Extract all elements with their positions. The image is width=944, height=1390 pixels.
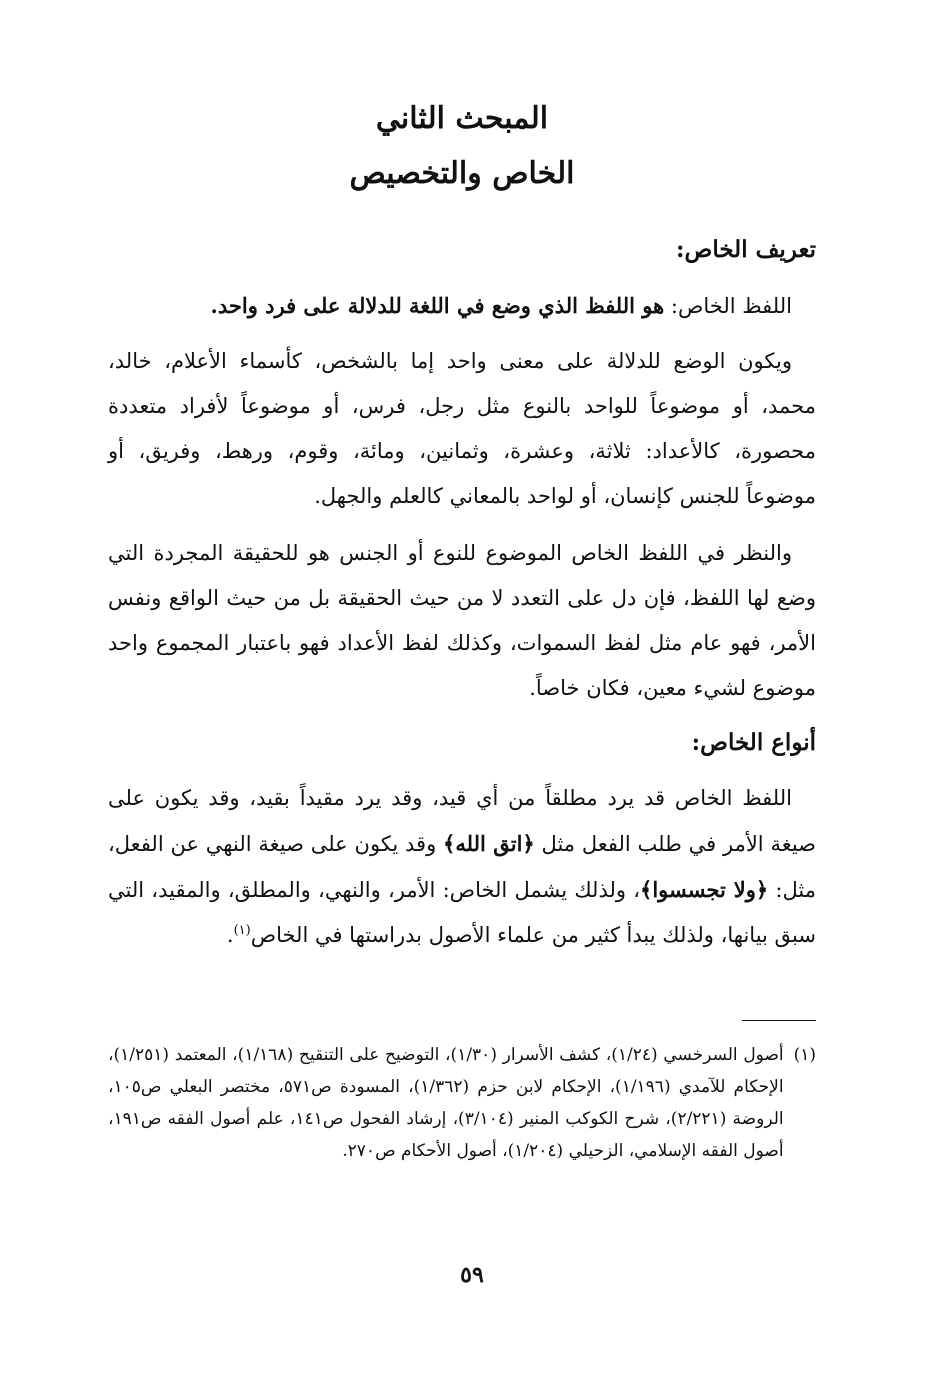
types-heading: أنواع الخاص: — [691, 729, 816, 757]
footnote-divider — [742, 1020, 816, 1021]
types-text-part-2: وقد يكون على صيغة النهي عن الفعل، مثل: — [108, 832, 816, 903]
body-paragraph-1: ويكون الوضع للدلالة على معنى واحد إما بالشخص، كأسماء الأعلام، خالد، محمد، أو موضوعاً للواحد بالنوع مثل رجل، فرس، أو موضوعاً لأفراد متعددة محصورة، كالأعداد: ثلاثة، وعشرة، وثمانين، ومائة، وقوم، ورهط، وفريق، أو موضوعاً للجنس كإنسان، أو لواحد بالمعاني كالعلم والجهل. — [108, 349, 816, 509]
definition-text: هو اللفظ الذي وضع في اللغة للدلالة على فرد واحد. — [210, 293, 665, 319]
definition-heading: تعريف الخاص: — [676, 236, 816, 263]
quran-verse-2: ﴿ولا تجسسوا﴾ — [640, 877, 769, 903]
types-text-part-3: ، ولذلك يشمل الخاص: الأمر، والنهي، والمطلق، والمقيد، التي سبق بيانها، ولذلك يبدأ كثير من علماء الأصول بدراستها في الخاص — [108, 878, 816, 948]
footnote-text: أصول السرخسي (١/٢٤)، كشف الأسرار (١/٣٠)، التوضيح على التنقيح (١/١٦٨)، المعتمد (١/٢٥١)، الإحكام للآمدي (١/١٩٦)، الإحكام لابن حزم (١/٣٦٢)، المسودة ص٥٧١، مختصر البعلي ص١٠٥، الروضة (٢/٢٢١)، شرح الكوكب المنير (٣/١٠٤)، إرشاد الفحول ص١٤١، علم أصول الفقه ص١٩١، أصول الفقه الإسلامي، الزحيلي (١/٢٠٤)، أصول الأحكام ص٢٧٠. — [108, 1045, 784, 1162]
definition-lead: اللفظ الخاص: — [670, 294, 792, 319]
footnote-item — [108, 1039, 816, 1167]
footnote-reference[interactable]: (١) — [233, 923, 251, 939]
footnote-number: (١) — [793, 1045, 816, 1066]
section-title: المبحث الثاني — [375, 101, 549, 136]
quran-verse-1: ﴿اتق الله﴾ — [443, 831, 535, 857]
types-text-end: . — [226, 923, 234, 948]
types-paragraph — [108, 776, 816, 958]
body-paragraph-2: والنظر في اللفظ الخاص الموضوع للنوع أو الجنس هو للحقيقة المجردة التي وضع لها اللفظ، فإن دل على التعدد لا من حيث الحقيقة بل من حيث الواقع ونفس الأمر، فهو عام مثل لفظ السموات، وكذلك لفظ الأعداد فهو باعتبار المجموع واحد موضوع لشيء معين، فكان خاصاً. — [108, 541, 816, 701]
types-text-part-1: اللفظ الخاص قد يرد مطلقاً من أي قيد، وقد يرد مقيداً بقيد، وقد يكون على صيغة الأمر في طلب الفعل مثل — [108, 786, 817, 857]
chapter-title: الخاص والتخصيص — [349, 156, 575, 191]
page-number: ٥٩ — [460, 1262, 484, 1288]
definition-paragraph — [108, 283, 816, 329]
footnotes — [108, 1039, 816, 1167]
